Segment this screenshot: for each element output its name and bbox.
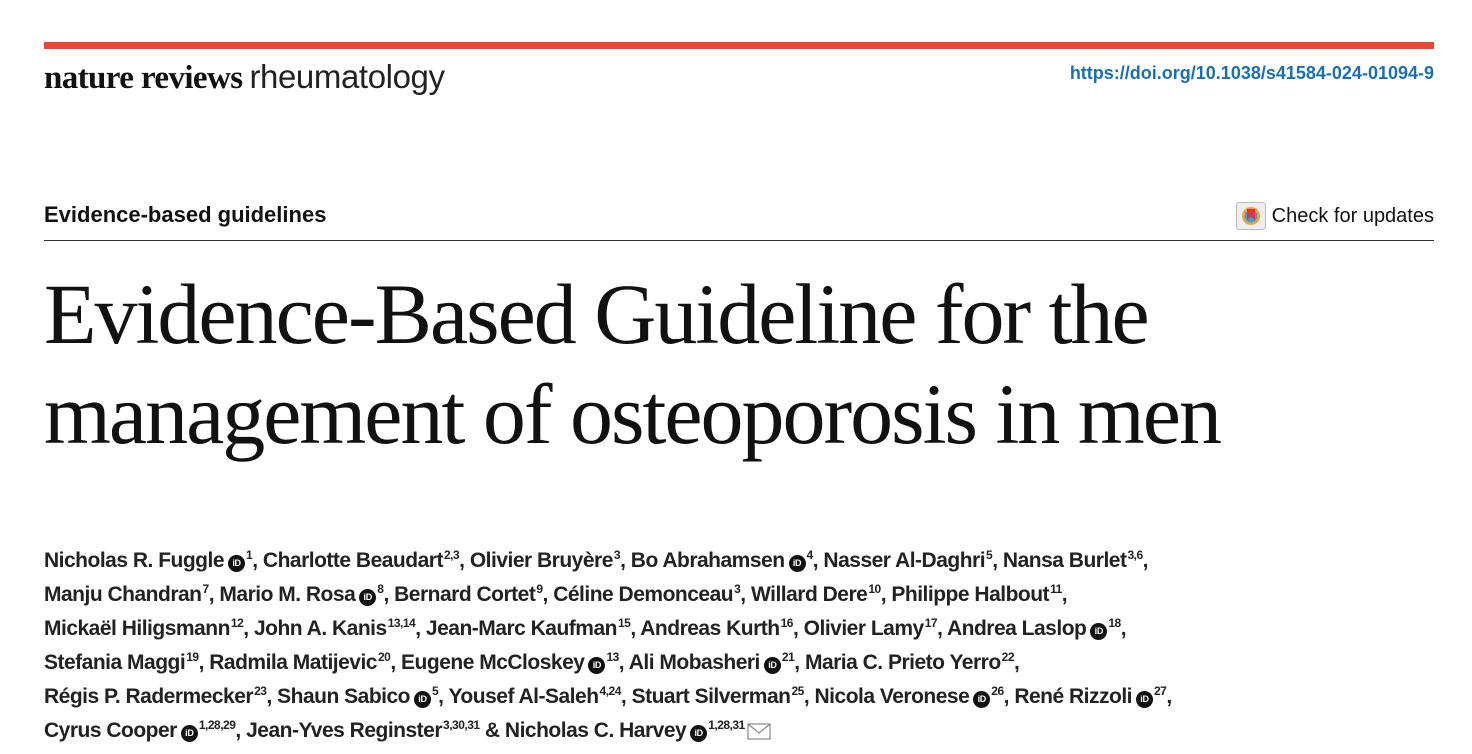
orcid-icon[interactable]: iD (1136, 691, 1153, 708)
author-name[interactable]: Shaun Sabico (277, 685, 410, 708)
affiliation-marker[interactable]: 4,24 (599, 684, 621, 698)
author-name[interactable]: Nansa Burlet (1002, 549, 1127, 572)
author-name[interactable]: Mickaël Hiligsmann (44, 617, 230, 640)
orcid-icon[interactable]: iD (690, 725, 707, 742)
doi-link[interactable]: https://doi.org/10.1038/s41584-024-01094-9 (1069, 63, 1434, 83)
affiliation-marker[interactable]: 3,6 (1127, 548, 1143, 562)
affiliation-marker[interactable]: 21 (781, 650, 795, 664)
affiliation-marker[interactable]: 12 (230, 616, 244, 630)
journal-logo[interactable] (44, 58, 445, 97)
affiliation-marker[interactable]: 2,3 (443, 548, 460, 562)
title-line-1: Evidence-Based Guideline for the (44, 266, 1148, 362)
author-name[interactable]: Stuart Silverman (631, 685, 791, 708)
author-name[interactable]: Cyrus Cooper (44, 719, 177, 742)
author-name[interactable]: Mario M. Rosa (219, 583, 356, 606)
affiliation-marker[interactable]: 1,28,29 (198, 718, 236, 732)
author-name[interactable]: Maria C. Prieto Yerro (804, 651, 1001, 674)
section-divider (44, 240, 1434, 241)
affiliation-marker[interactable]: 18 (1108, 616, 1121, 630)
affiliation-marker[interactable]: 25 (791, 684, 804, 698)
affiliation-marker[interactable]: 17 (924, 616, 938, 630)
author-name[interactable]: Andrea Laslop (946, 617, 1087, 640)
title-line-2: management of osteoporosis in men (44, 366, 1220, 462)
orcid-icon[interactable]: iD (764, 657, 781, 674)
author-name[interactable]: Yousef Al-Saleh (448, 685, 599, 708)
affiliation-marker[interactable]: 27 (1154, 684, 1167, 698)
author-name[interactable]: Willard Dere (750, 583, 868, 606)
orcid-icon[interactable]: iD (228, 555, 245, 572)
orcid-icon[interactable]: iD (1090, 623, 1107, 640)
journal-accent-bar (44, 42, 1434, 49)
author-name[interactable]: Charlotte Beaudart (262, 549, 443, 572)
affiliation-marker[interactable]: 19 (186, 650, 199, 664)
affiliation-marker[interactable]: 7 (202, 582, 209, 596)
author-name[interactable]: Radmila Matijevic (209, 651, 377, 674)
affiliation-marker[interactable]: 8 (377, 582, 384, 596)
author-name[interactable]: Philippe Halbout (891, 583, 1050, 606)
orcid-icon[interactable]: iD (789, 555, 806, 572)
article-type: Evidence-based guidelines (44, 202, 327, 227)
affiliation-marker[interactable]: 26 (991, 684, 1004, 698)
author-name[interactable]: Régis P. Radermecker (44, 685, 254, 708)
orcid-icon[interactable]: iD (181, 725, 198, 742)
author-name[interactable]: Eugene McCloskey (401, 651, 585, 674)
author-name[interactable]: Olivier Lamy (803, 617, 924, 640)
affiliation-marker[interactable]: 23 (254, 684, 267, 698)
author-name[interactable]: Ali Mobasheri (628, 651, 760, 674)
affiliation-marker[interactable]: 13 (606, 650, 619, 664)
affiliation-marker[interactable]: 15 (617, 616, 631, 630)
author-name[interactable]: Nasser Al-Daghri (823, 549, 986, 572)
crossmark-icon (1236, 202, 1266, 230)
affiliation-marker[interactable]: 11 (1050, 582, 1062, 596)
author-separator: & (484, 719, 505, 742)
orcid-icon[interactable]: iD (588, 657, 605, 674)
orcid-icon[interactable]: iD (414, 691, 431, 708)
affiliation-marker[interactable]: 5 (986, 548, 993, 562)
author-list: Nicholas R. Fuggle $iD^1$, Charlotte Beaudart$^{2,3}$, Olivier Bruyère$^3$, Bo Abrahamsen $iD^4$, Nasser Al-Daghri$^5$, Nansa Burlet$^{3,6}$, Manju Chandran$^7$, Mario M. Rosa $iD^8$, Bernard Cortet$^9$, Céline Demonceau$^3$, Willard Dere$^{10}$, Philippe Halbout$^{11}$, Mickaël Hiligsmann$^{12}$, John A. Kanis$^{13,14}$, Jean-Marc Kaufman$^{15}$, Andreas Kurth$^{16}$, Olivier Lamy$^{17}$, Andrea Laslop $iD^{18}$, Stefania Maggi$^{19}$, Radmila Matijevic$^{20}$, Eugene McCloskey $iD^{13}$, Ali Mobasheri $iD^{21}$, Maria C. Prieto Yerro$^{22}$, Régis P. Radermecker$^{23}$, Shaun Sabico $iD^5$, Yousef Al-Saleh$^{4,24}$, Stuart Silverman$^{25}$, Nicola Veronese $iD^{26}$, René Rizzoli $iD^{27}$, Cyrus Cooper iD$^{1,28,29}$, Jean-Yves Reginster$^{3,30,31}$ & Nicholas C. Harvey iD$^{1,28,31}$ (44, 544, 1444, 751)
author-name[interactable]: Olivier Bruyère (469, 549, 613, 572)
check-for-updates-label: Check for updates (1271, 204, 1434, 227)
affiliation-marker[interactable]: 16 (780, 616, 793, 630)
envelope-icon[interactable] (747, 717, 771, 751)
affiliation-marker[interactable]: 9 (536, 582, 543, 596)
author-name[interactable]: John A. Kanis (253, 617, 387, 640)
journal-brand: nature reviews (44, 60, 243, 96)
author-name[interactable]: Nicola Veronese (814, 685, 970, 708)
affiliation-marker[interactable]: 4 (806, 548, 813, 562)
author-name[interactable]: Andreas Kurth (640, 617, 780, 640)
author-name[interactable]: Nicholas R. Fuggle (44, 549, 225, 572)
affiliation-marker[interactable]: 10 (868, 582, 881, 596)
affiliation-marker[interactable]: 3,30,31 (443, 718, 480, 732)
orcid-icon[interactable]: iD (359, 589, 376, 606)
affiliation-marker[interactable]: 22 (1001, 650, 1015, 664)
author-name[interactable]: Bernard Cortet (394, 583, 536, 606)
author-name[interactable]: Manju Chandran (44, 583, 202, 606)
author-name[interactable]: Jean-Marc Kaufman (425, 617, 617, 640)
affiliation-marker[interactable]: 5 (431, 684, 439, 698)
affiliation-marker[interactable]: 1 (246, 548, 253, 562)
author-name[interactable]: Jean-Yves Reginster (246, 719, 443, 742)
journal-subtitle: rheumatology (249, 58, 445, 95)
author-name[interactable]: René Rizzoli (1014, 685, 1132, 708)
author-name[interactable]: Stefania Maggi (44, 651, 186, 674)
article-title (44, 264, 1444, 464)
check-for-updates-button[interactable] (1236, 202, 1434, 230)
author-name[interactable]: Bo Abrahamsen (630, 549, 785, 572)
affiliation-marker[interactable]: 20 (377, 650, 391, 664)
affiliation-marker[interactable]: 13,14 (387, 616, 416, 630)
affiliation-marker[interactable]: 3 (734, 582, 741, 596)
affiliation-marker[interactable]: 3 (613, 548, 621, 562)
orcid-icon[interactable]: iD (973, 691, 990, 708)
affiliation-marker[interactable]: 1,28,31 (708, 718, 745, 732)
author-name[interactable]: Nicholas C. Harvey (504, 719, 687, 742)
author-name[interactable]: Céline Demonceau (553, 583, 734, 606)
